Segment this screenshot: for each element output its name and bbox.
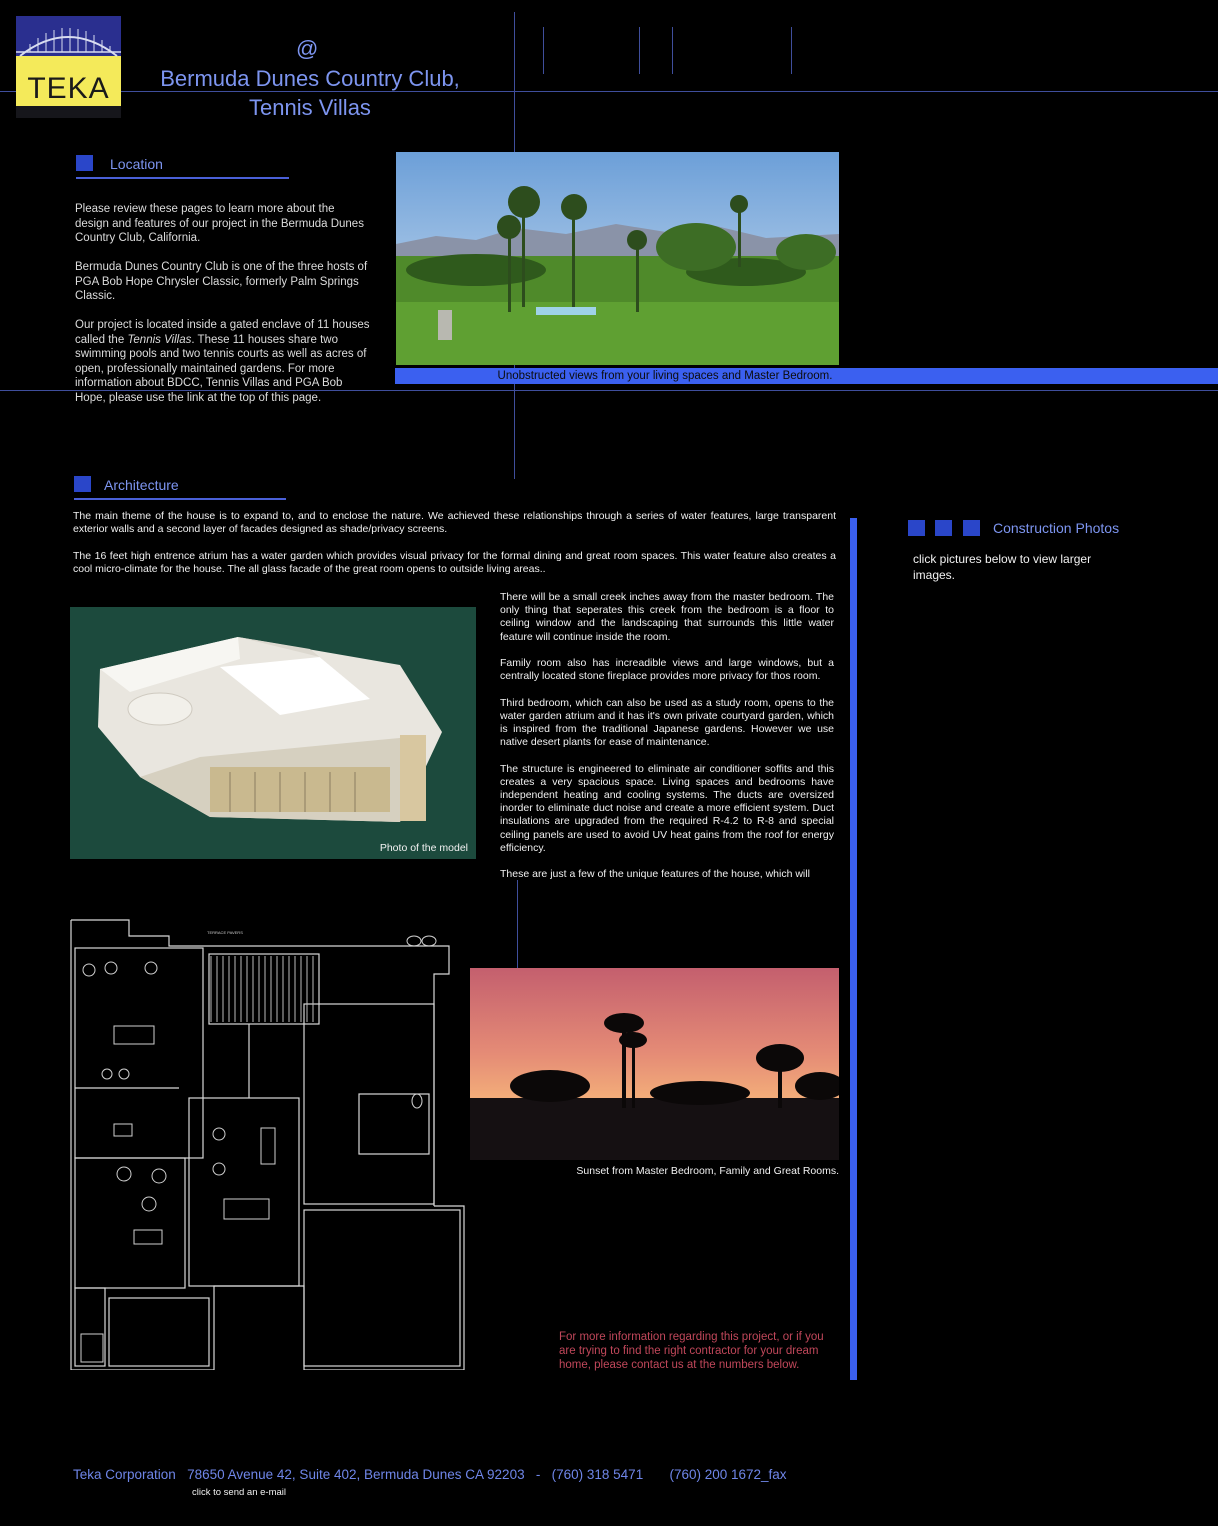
location-p3-start: Our project is located inside a gated enclave of 11 houses called the	[75, 319, 370, 346]
location-underline	[76, 177, 289, 179]
footer-company: Teka Corporation	[73, 1467, 176, 1482]
architecture-detail-2: Family room also has increadible views and large windows, but a centrally located stone fireplace provides more privacy for thos room.	[500, 657, 834, 683]
footer-phone: (760) 318 5471	[551, 1467, 644, 1482]
location-paragraph-1: Please review these pages to learn more about the design and features of our project in the Bermuda Dunes Country Club, California.	[75, 203, 364, 244]
model-photo[interactable]	[70, 607, 476, 859]
nav-divider-1	[543, 27, 544, 74]
architecture-intro-2: The 16 feet high entrence atrium has a water garden which provides visual privacy for the formal dining and great room spaces. This water feature also creates a cool micro-climate for the house. The all glass facade of the great room opens to outside living areas..	[73, 549, 836, 575]
at-symbol: @	[296, 36, 319, 61]
location-heading: Location	[110, 156, 163, 172]
nav-divider-3	[672, 27, 673, 74]
footer-separator: -	[535, 1467, 541, 1482]
architecture-detail-1: There will be a small creek inches away from the master bedroom. The only thing that seperates this creek from the bedroom is a floor to ceiling window and the landscaping that surrounds this little water feature will continue inside the room.	[500, 591, 834, 643]
construction-bullet-3	[963, 520, 980, 536]
construction-bullet-2	[935, 520, 952, 536]
model-photo-caption: Photo of the model	[379, 842, 468, 854]
plan-label: TERRACE PAVERS	[207, 930, 243, 935]
page-title	[130, 64, 490, 122]
sunset-image	[470, 968, 839, 1160]
golf-course-photo[interactable]	[396, 152, 839, 365]
teka-logo[interactable]	[16, 16, 121, 118]
location-p3-end: . These 11 houses share two swimming pools and two tennis courts as well as acres of open, professionally maintained gardens. For more information about BDCC, Tennis Villas and PGA Bob Hope, please use the link at the top of this page.	[75, 333, 367, 404]
golf-course-image	[396, 152, 839, 365]
architecture-bullet	[74, 476, 91, 492]
architecture-underline	[74, 498, 286, 500]
architecture-details	[500, 591, 834, 895]
sunset-photo-caption: Sunset from Master Bedroom, Family and Great Rooms.	[576, 1165, 839, 1177]
section-divider-bar	[850, 518, 857, 1380]
email-link[interactable]: click to send an e-mail	[192, 1487, 286, 1498]
construction-heading[interactable]: Construction Photos	[993, 520, 1120, 536]
architecture-heading: Architecture	[104, 477, 179, 493]
floor-plan[interactable]	[69, 914, 466, 1370]
page-title-line-2: Tennis Villas	[249, 95, 371, 120]
house-model-image	[70, 607, 476, 859]
location-bullet	[76, 155, 93, 171]
page-title-line-1: Bermuda Dunes Country Club,	[160, 66, 460, 91]
nav-divider-2	[639, 27, 640, 74]
floor-plan-drawing	[69, 914, 466, 1370]
footer-address: 78650 Avenue 42, Suite 402, Bermuda Dunes CA 92203	[187, 1467, 525, 1482]
footer-contact	[73, 1467, 787, 1482]
architecture-detail-3: Third bedroom, which can also be used as a study room, opens to the water garden atrium and it has it's own private courtyard garden, which is inspired from the traditional Japanese gardens. However we use native desert plants for ease of maintenance.	[500, 696, 834, 749]
nav-divider-4	[791, 27, 792, 74]
footer-fax: (760) 200 1672_fax	[669, 1467, 787, 1482]
construction-bullet-1	[908, 520, 925, 536]
bridge-icon	[16, 16, 121, 76]
logo-wordmark: TEKA	[16, 72, 121, 106]
architecture-detail-5: These are just a few of the unique features of the house, which will	[500, 868, 810, 881]
location-paragraph-2: Bermuda Dunes Country Club is one of the three hosts of PGA Bob Hope Chrysler Classic, formerly Palm Springs Classic.	[75, 261, 368, 302]
location-text	[75, 202, 370, 420]
architecture-intro-1: The main theme of the house is to expand to, and to enclose the nature. We achieved these relationships through a series of water features, large transparent exterior walls and a second layer of facades designed as shade/privacy screens.	[73, 510, 836, 536]
contact-note: For more information regarding this project, or if you are trying to find the right contractor for your dream home, please contact us at the numbers below.	[559, 1331, 824, 1371]
architecture-detail-4: The structure is engineered to eliminate air conditioner soffits and this creates a very spacious space. Living spaces and bedrooms have independent heating and cooling systems. The ducts are oversized inorder to eliminate duct noise and create a more efficient system. Duct insulations are upgraded from the required R-4.2 to R-8 and special ceiling panels are used to avoid UV heat gains from the roof for energy efficiency.	[500, 762, 834, 854]
location-paragraph-3	[75, 318, 370, 405]
tennis-villas-name: Tennis Villas	[127, 333, 192, 346]
architecture-intro	[73, 510, 836, 589]
golf-photo-caption: Unobstructed views from your living spaces and Master Bedroom.	[497, 370, 833, 382]
construction-note: click pictures below to view larger images.	[913, 552, 1092, 582]
sunset-photo[interactable]	[470, 968, 839, 1160]
